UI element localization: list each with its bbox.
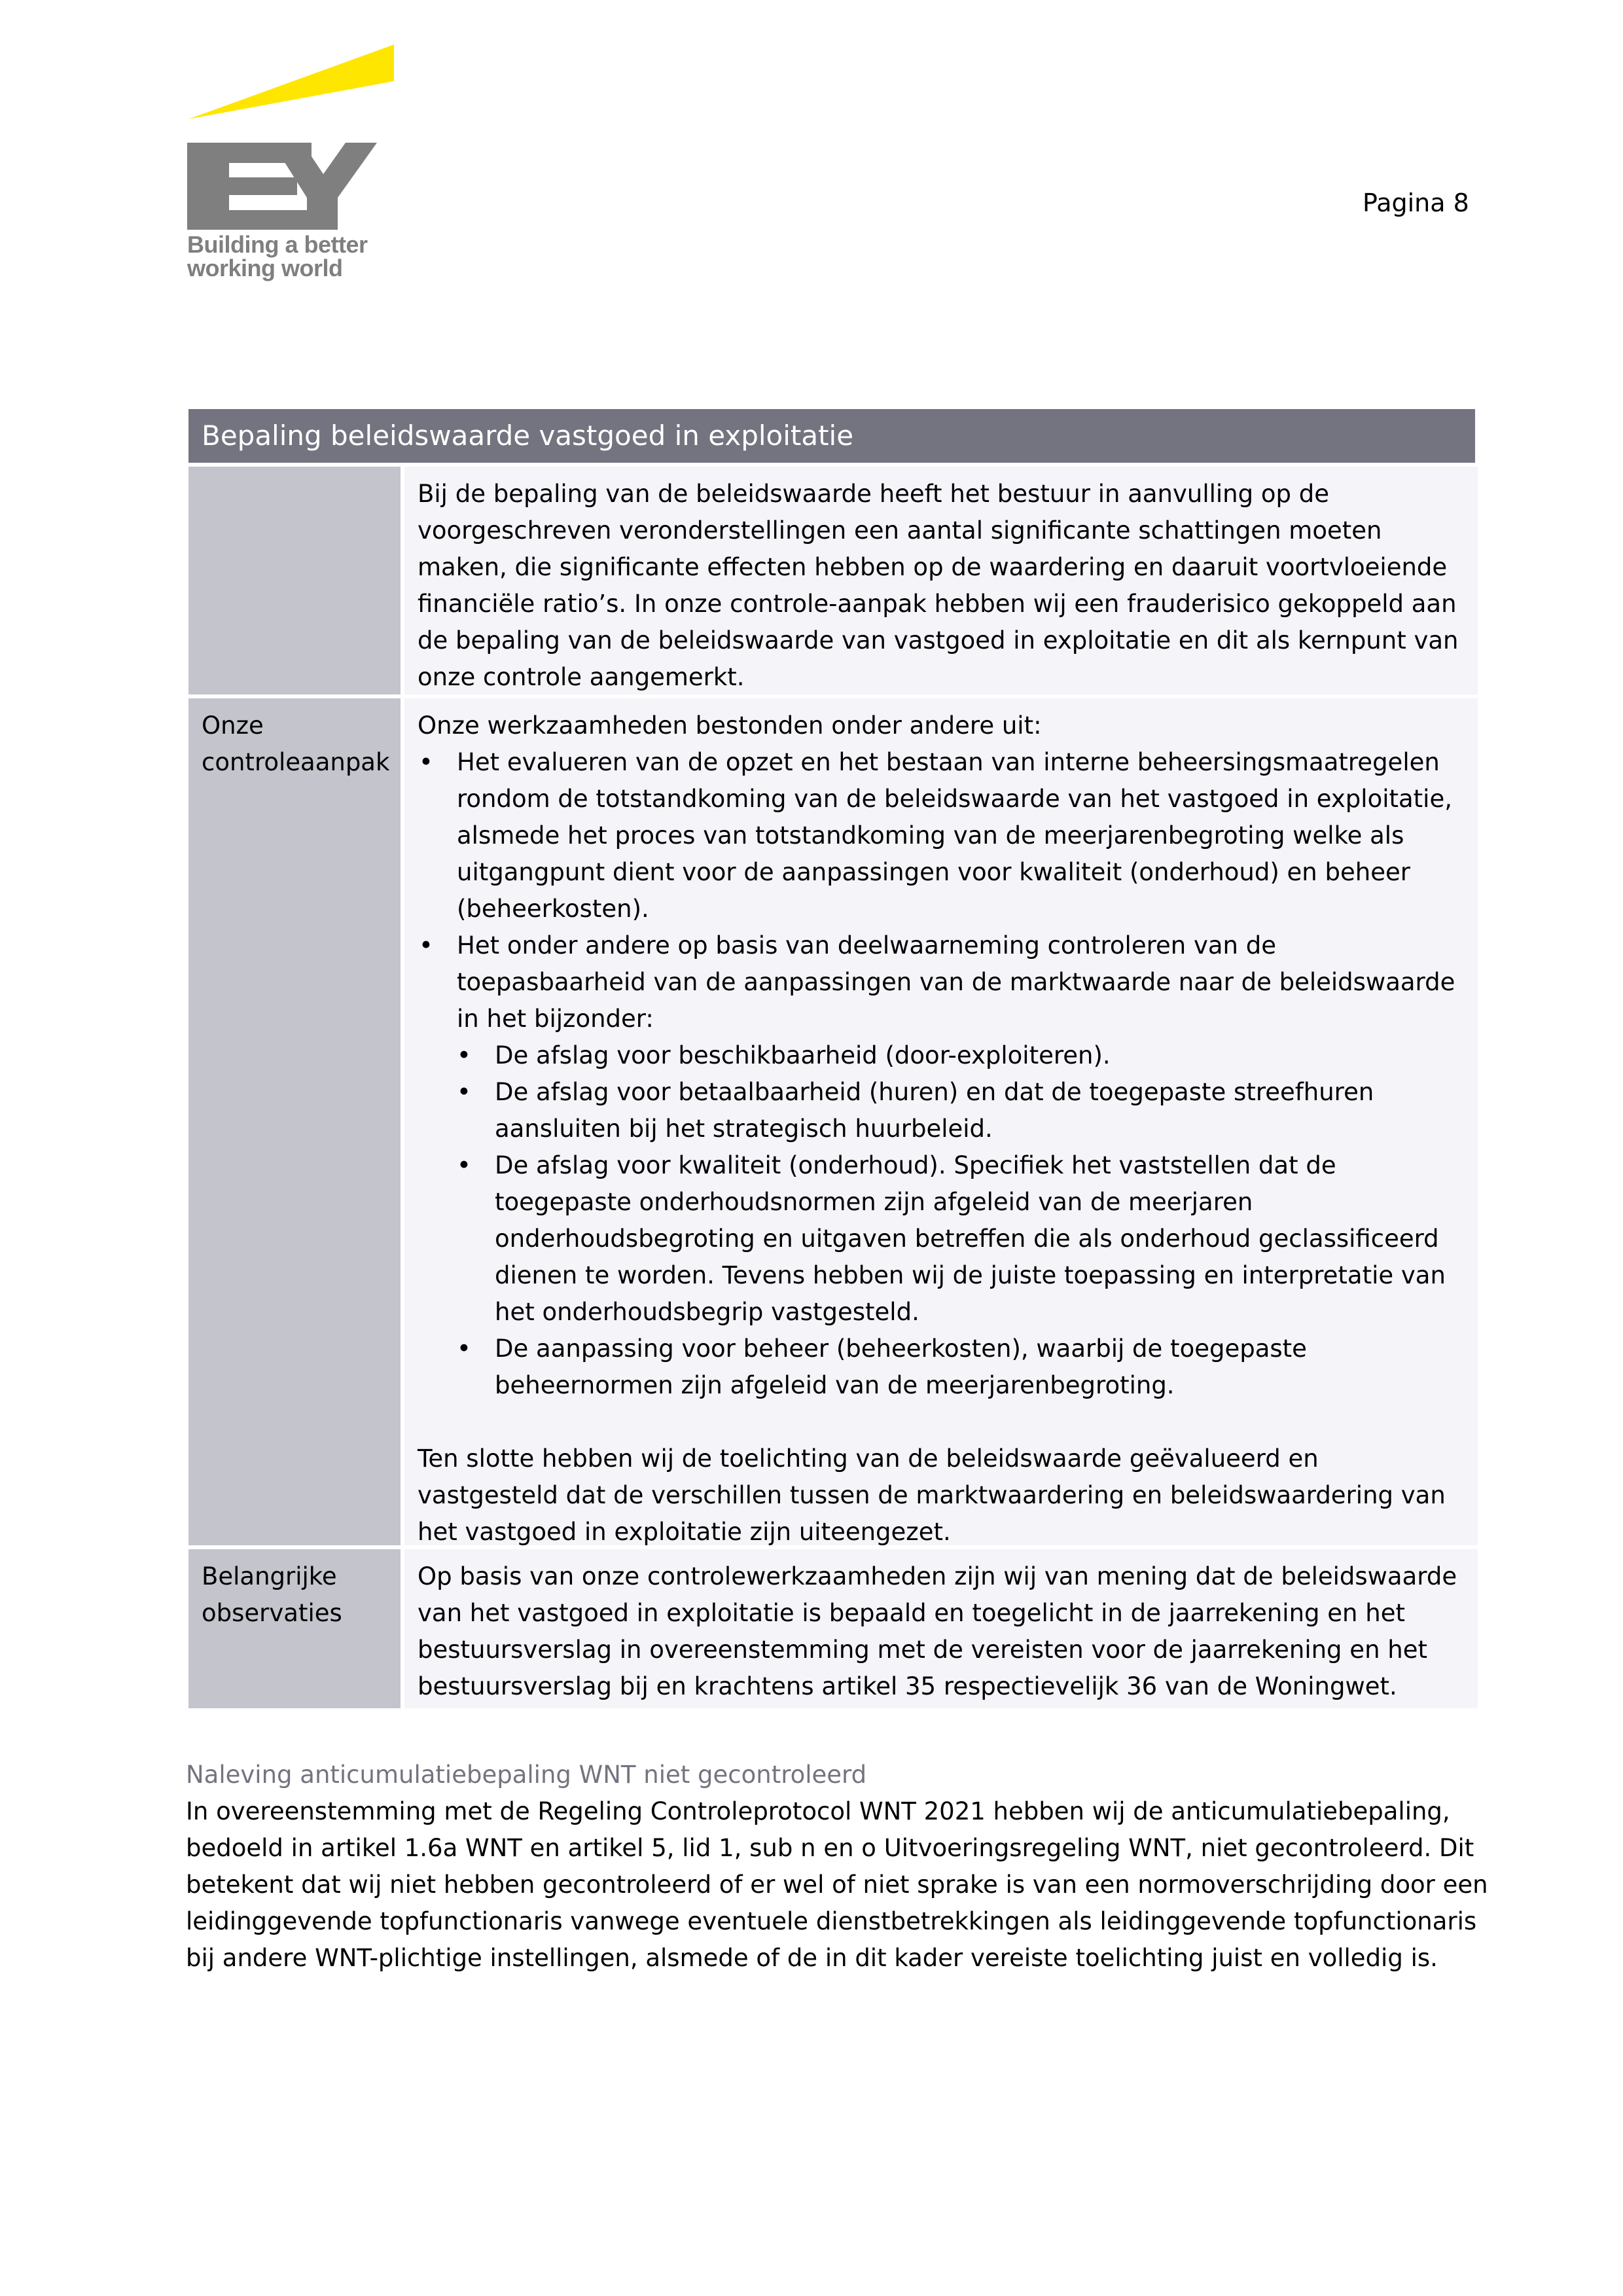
table-row <box>188 1549 1478 1708</box>
row-label: Belangrijke observaties <box>188 1549 401 1708</box>
table-row <box>188 698 1478 1545</box>
sub-list-item: • De afslag voor betaalbaarheid (huren) en dat de toegepaste streefhuren aansluiten bij het strategisch huurbeleid. <box>418 1074 1465 1147</box>
list-item: • Het onder andere op basis van deelwaarneming controleren van de toepasbaarheid van de aanpassingen van de marktwaarde naar de beleidswaarde in het bijzonder: <box>418 927 1465 1037</box>
risk-description: Bij de bepaling van de beleidswaarde heeft het bestuur in aanvulling op de voorgeschreven veronderstellingen een aantal significante schattingen moeten maken, die significante effecten hebben op de waardering en daaruit voortvloeiende financiële ratio’s. In onze controle-aanpak hebben wij een frauderisico gekoppeld aan de bepaling van de beleidswaarde van vastgoed in exploitatie en dit als kernpunt van onze controle aangemerkt. <box>418 480 1459 691</box>
sub-list-item: • De afslag voor beschikbaarheid (door-exploiteren). <box>418 1037 1465 1074</box>
list-item: • Het evalueren van de opzet en het bestaan van interne beheersingsmaatregelen rondom de totstandkoming van de beleidswaarde van het vastgoed in exploitatie, alsmede het proces van totstandkoming van de meerjarenbegroting welke als uitgangpunt dient voor de aanpassingen voor kwaliteit (onderhoud) en beheer (beheerkosten). <box>418 744 1465 927</box>
section-title: Naleving anticumulatiebepaling WNT niet gecontroleerd <box>186 1761 867 1789</box>
approach-intro: Onze werkzaamheden bestonden onder andere uit: <box>418 711 1042 740</box>
approach-list <box>418 744 1465 1404</box>
observations-text: Op basis van onze controlewerkzaamheden zijn wij van mening dat de beleidswaarde van het vastgoed in exploitatie is bepaald en toegelicht in de jaarrekening en het bestuursverslag in overeenstemming met de vereisten voor de jaarrekening en het bestuursverslag bij en krachtens artikel 35 respectievelijk 36 van de Woningwet. <box>418 1562 1457 1700</box>
wnt-section <box>186 1757 1488 1977</box>
ey-beam-icon <box>186 43 402 233</box>
row-label: Onze controleaanpak <box>188 698 401 1545</box>
table-title: Bepaling beleidswaarde vastgoed in exploitatie <box>188 409 1478 463</box>
row-content <box>404 467 1478 694</box>
approach-closing: Ten slotte hebben wij de toelichting van de beleidswaarde geëvalueerd en vastgesteld dat de verschillen tussen de marktwaardering en beleidswaardering van het vastgoed in exploitatie zijn uiteengezet. <box>418 1444 1446 1546</box>
row-content <box>404 698 1478 1545</box>
ey-logo <box>186 43 402 285</box>
key-audit-matter-table <box>188 409 1478 1708</box>
logo-tagline-line2: working world <box>187 255 343 281</box>
table-row <box>188 467 1478 694</box>
row-label <box>188 467 401 694</box>
sub-list-item: • De afslag voor kwaliteit (onderhoud). Specifiek het vaststellen dat de toegepaste onderhoudsnormen zijn afgeleid van de meerjaren onderhoudsbegroting en uitgaven betreffen die als onderhoud geclassificeerd dienen te worden. Tevens hebben wij de juiste toepassing en interpretatie van het onderhoudsbegrip vastgesteld. <box>418 1147 1465 1331</box>
logo-tagline-line1: Building a better <box>187 231 368 258</box>
page-number: Pagina 8 <box>1363 188 1469 217</box>
logo-tagline <box>187 233 368 280</box>
row-content <box>404 1549 1478 1708</box>
spacer <box>418 1404 1465 1441</box>
sub-list-item: • De aanpassing voor beheer (beheerkosten), waarbij de toegepaste beheernormen zijn afgeleid van de meerjarenbegroting. <box>418 1331 1465 1404</box>
section-body: In overeenstemming met de Regeling Controleprotocol WNT 2021 hebben wij de anticumulatiebepaling, bedoeld in artikel 1.6a WNT en artikel 5, lid 1, sub n en o Uitvoeringsregeling WNT, niet gecontroleerd. Dit betekent dat wij niet hebben gecontroleerd of er wel of niet sprake is van een normoverschrijding door een leidinggevende topfunctionaris vanwege eventuele dienstbetrekkingen als leidinggevende topfunctionaris bij andere WNT-plichtige instellingen, alsmede of de in dit kader vereiste toelichting juist en volledig is. <box>186 1797 1488 1972</box>
